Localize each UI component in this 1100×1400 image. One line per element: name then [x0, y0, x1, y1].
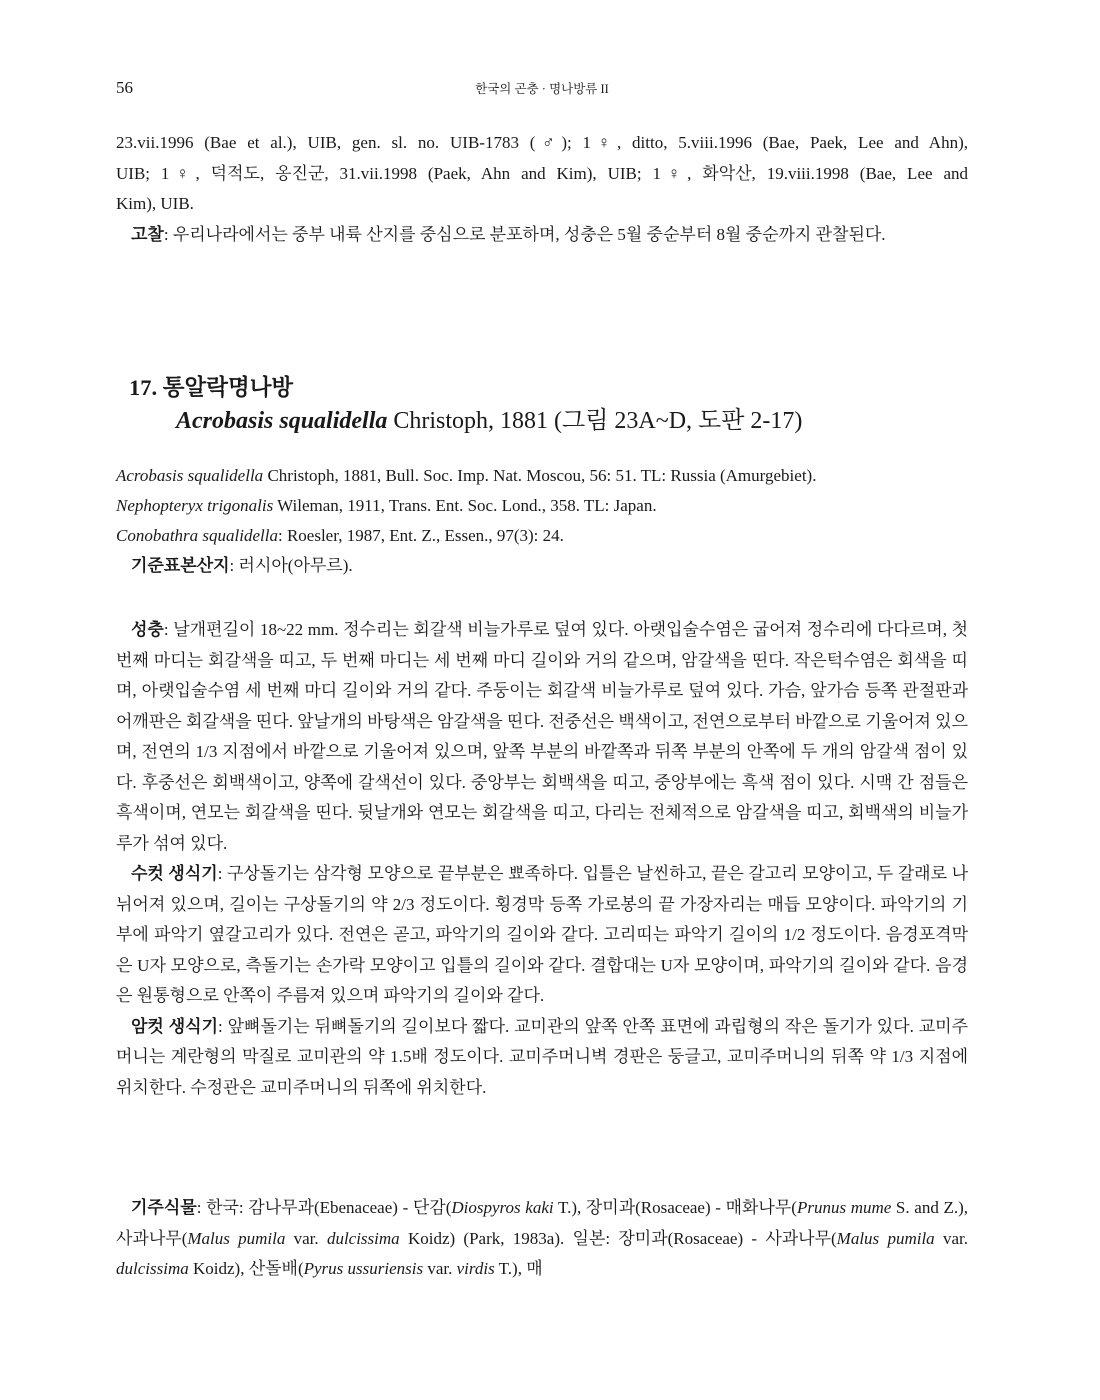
synonym-citation: Wileman, 1911, Trans. Ent. Soc. Lond., 358. TL: Japan. [273, 496, 657, 515]
remark-label: 고찰 [131, 224, 164, 244]
page-number: 56 [116, 78, 133, 97]
host-species: dulcissima [326, 1228, 400, 1248]
host-text: var. [934, 1228, 968, 1248]
female-genitalia-paragraph [116, 1012, 968, 1104]
host-text: T.), 장미과(Rosaceae) - 매화나무( [553, 1198, 797, 1217]
page-header [116, 78, 968, 102]
remark-text: : 우리나라에서는 중부 내륙 산지를 중심으로 분포하며, 성충은 5월 중순부터 8월 중순까지 관찰된다. [163, 224, 886, 244]
host-species: dulcissima [116, 1259, 189, 1278]
adult-label: 성충 [131, 620, 164, 639]
sci-name: Acrobasis squalidella [176, 408, 388, 434]
species-title: 17. 통알락명나방 [129, 375, 294, 400]
host-text: T.), 매 [494, 1259, 543, 1278]
synonym-item [116, 461, 968, 491]
text-line: 23.vii.1996 (Bae et al.), UIB, gen. sl. no. UIB-1783 (♂); 1♀, ditto, 5.viii.1996 (Bae, Paek, Lee and Ahn), [116, 133, 968, 152]
specimen-records [116, 128, 968, 250]
synonym-item [116, 491, 968, 521]
type-locality [116, 551, 968, 581]
host-text: Koidz), 산돌배( [188, 1259, 304, 1278]
host-text: var. [285, 1228, 327, 1248]
host-text: : 한국: 감나무과(Ebenaceae) - 단감( [196, 1198, 452, 1217]
synonym-name: Nephopteryx trigonalis [116, 496, 274, 515]
host-plants-paragraph [116, 1193, 968, 1285]
adult-text: : 날개편길이 18~22 mm. 정수리는 회갈색 비늘가루로 덮여 있다. 아랫입술수염은 굽어져 정수리에 다다르며, 첫 번째 마디는 회갈색을 띠고, 두 번째 마디는 세 번째 마디 길이와 거의 같으며, 암갈색을 띤다. 작은턱수염은 회색을 띠며, 아랫입술수염 세 번째 마디 길이와 거의 같다. 주둥이는 회갈색 비늘가루로 덮여 있다. 가슴, 앞가슴 등쪽 관절판과 어깨판은 회갈색을 띤다. 앞날개의 바탕색은 암갈색을 띤다. 전중선은 백색이고, 전연으로부터 바깥으로 기울어져 있으며, 전연의 1/3 지점에서 바깥으로 기울어져 있으며, 앞쪽 부분의 바깥쪽과 뒤쪽 부분의 안쪽에 두 개의 암갈색 점이 있다. 후중선은 회백색이고, 양쪽에 갈색선이 있다. 중앙부는 회백색을 띠고, 중앙부에는 흑색 점이 있다. 시맥 간 점들은 흑색이며, 연모는 회갈색을 띤다. 뒷날개와 연모는 회갈색을 띠고, 다리는 전체적으로 암갈색을 띠고, 회백색의 비늘가루가 섞여 있다. [116, 620, 969, 853]
description [116, 615, 968, 1103]
male-genitalia-paragraph [116, 859, 968, 1012]
running-head: 한국의 곤충 · 명나방류 II [475, 82, 609, 96]
male-genitalia-label: 수컷 생식기 [131, 864, 218, 883]
synonym-list [116, 461, 968, 581]
synonym-name: Conobathra squalidella [116, 526, 278, 545]
type-locality-text: : 러시아(아무르). [229, 556, 353, 575]
host-text: S. and Z.), 사과나무( [116, 1198, 969, 1248]
synonym-citation: Christoph, 1881, Bull. Soc. Imp. Nat. Moscou, 56: 51. TL: Russia (Amurgebiet). [263, 466, 817, 485]
host-plants-label: 기주식물 [131, 1198, 197, 1217]
host-text: var. [423, 1259, 457, 1278]
host-species: Malus pumila [187, 1228, 286, 1248]
female-genitalia-label: 암컷 생식기 [131, 1016, 218, 1036]
authority: Christoph, 1881 (그림 23A~D, 도판 2-17) [387, 408, 803, 434]
host-species: Diospyros kaki [451, 1198, 554, 1217]
adult-paragraph [116, 615, 968, 859]
host-species: Malus pumila [836, 1228, 935, 1248]
text-line: UIB; 1♀, 덕적도, 옹진군, 31.vii.1998 (Paek, Ahn and Kim), UIB; 1♀, 화악산, 19.viii.1998 (Bae, Lee and [116, 163, 968, 183]
host-species: virdis [456, 1259, 495, 1278]
synonym-item [116, 521, 968, 551]
host-species: Prunus mume [796, 1198, 892, 1217]
male-genitalia-text: : 구상돌기는 삼각형 모양으로 끝부분은 뾰족하다. 입틀은 날씬하고, 끝은 갈고리 모양이고, 두 갈래로 나뉘어져 있으며, 길이는 구상돌기의 약 2/3 정도이다. 횡경막 등쪽 가로봉의 끝 가장자리는 매듭 모양이다. 파악기의 기부에 파악기 옆갈고리가 있다. 전연은 곧고, 파악기의 길이와 같다. 고리띠는 파악기 길이의 1/2 정도이다. 음경포격막은 U자 모양으로, 측돌기는 손가락 모양이고 입틀의 길이와 같다. 결합대는 U자 모양이며, 파악기의 길이와 같다. 음경은 원통형으로 안쪽이 주름져 있으며 파악기의 길이와 같다. [116, 864, 968, 1005]
host-species: Pyrus ussuriensis [303, 1259, 424, 1278]
host-text: Koidz) (Park, 1983a). 일본: 장미과(Rosaceae) - 사과나무( [399, 1228, 837, 1248]
synonym-citation: : Roesler, 1987, Ent. Z., Essen., 97(3): 24. [277, 526, 564, 545]
type-locality-label: 기준표본산지 [131, 556, 230, 575]
host-plants [116, 1193, 968, 1285]
species-scientific-name [176, 400, 802, 435]
text-line: Kim), UIB. [116, 194, 194, 213]
remark-paragraph [116, 220, 968, 251]
synonym-name: Acrobasis squalidella [116, 466, 264, 485]
female-genitalia-text: : 앞뼈돌기는 뒤뼈돌기의 길이보다 짧다. 교미관의 앞쪽 안쪽 표면에 과립형의 작은 돌기가 있다. 교미주머니는 계란형의 막질로 교미관의 약 1.5배 정도이다. 교미주머니벽 경판은 둥글고, 교미주머니의 뒤쪽 약 1/3 지점에 위치한다. 수정관은 교미주머니의 뒤쪽에 위치한다. [116, 1016, 968, 1097]
